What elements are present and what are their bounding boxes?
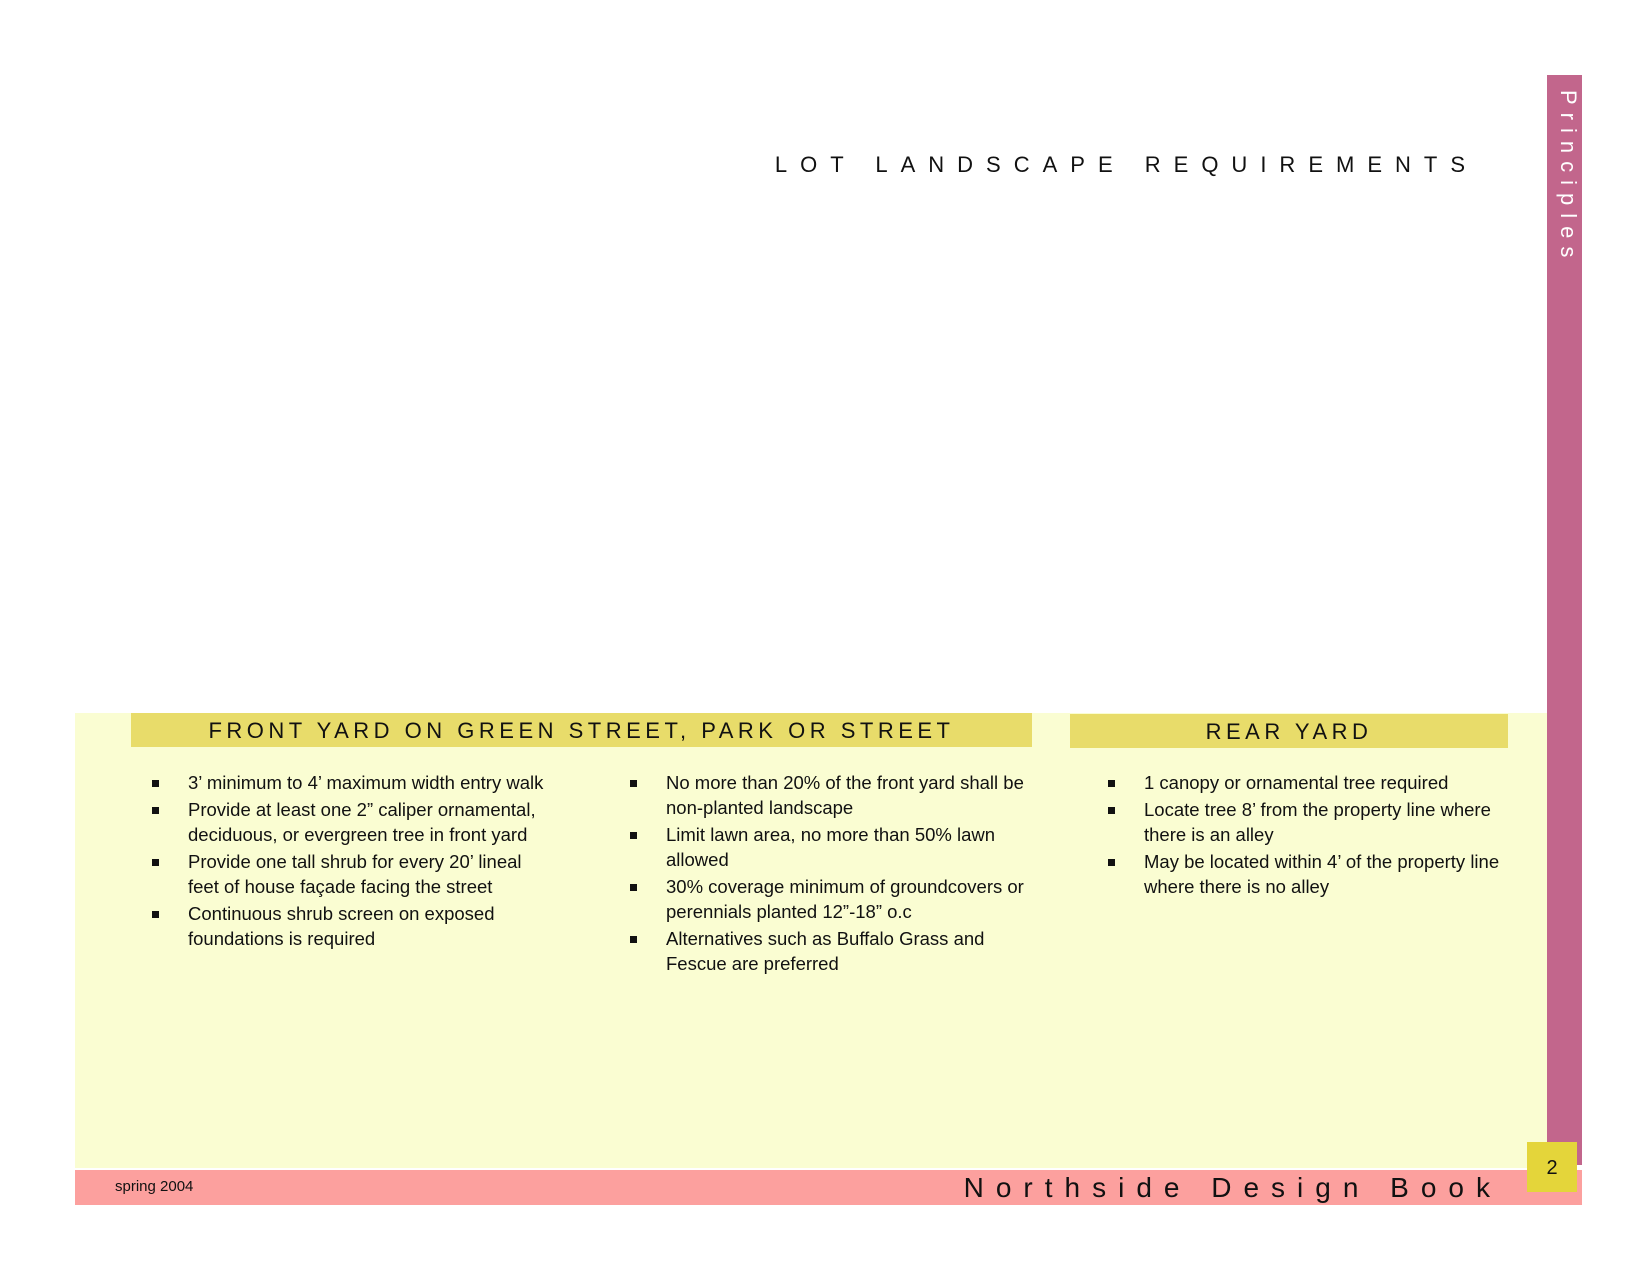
list-item-text: Provide at least one 2” caliper ornamental, deciduous, or evergreen tree in front yard [188,799,536,845]
list-item-text: Locate tree 8’ from the property line where there is an alley [1144,799,1491,845]
list-item [152,849,552,899]
rear-yard-list [1108,770,1508,901]
list-item [630,822,1030,872]
bullet-icon [1108,780,1115,787]
page-title: LOT LANDSCAPE REQUIREMENTS [774,152,1478,177]
rear-yard-heading: REAR YARD [1070,714,1508,748]
bullet-icon [630,884,637,891]
list-item [630,770,1030,820]
list-item-text: May be located within 4’ of the property line where there is no alley [1144,851,1500,897]
bullet-icon [152,911,159,918]
bullet-icon [1108,859,1115,866]
bullet-icon [152,859,159,866]
bullet-icon [630,832,637,839]
list-item-text: 3’ minimum to 4’ maximum width entry walk [188,772,544,793]
list-item [1108,797,1508,847]
list-item-text: 1 canopy or ornamental tree required [1144,772,1449,793]
list-item [630,926,1030,976]
page-number: 2 [1527,1142,1577,1192]
list-item-text: 30% coverage minimum of groundcovers or perennials planted 12”-18” o.c [666,876,1024,922]
list-item-text: Limit lawn area, no more than 50% lawn allowed [666,824,996,870]
list-item [152,901,552,951]
bullet-icon [630,780,637,787]
footer-date: spring 2004 [115,1178,194,1195]
list-item [152,797,552,847]
side-section-label: Principles [1556,90,1581,266]
bullet-icon [1108,807,1115,814]
front-yard-list-left [152,770,552,953]
list-item-text: Alternatives such as Buffalo Grass and Fescue are preferred [666,928,985,974]
list-item [630,874,1030,924]
footer-book-title: Northside Design Book [963,1172,1502,1203]
list-item [152,770,552,795]
list-item-text: Provide one tall shrub for every 20’ lineal feet of house façade facing the street [188,851,522,897]
front-yard-list-right [630,770,1030,978]
bullet-icon [152,807,159,814]
bullet-icon [630,936,637,943]
list-item [1108,849,1508,899]
list-item [1108,770,1508,795]
front-yard-heading: FRONT YARD ON GREEN STREET, PARK OR STREET [131,713,1032,747]
list-item-text: No more than 20% of the front yard shall be non-planted landscape [666,772,1024,818]
list-item-text: Continuous shrub screen on exposed foundations is required [188,903,495,949]
bullet-icon [152,780,159,787]
